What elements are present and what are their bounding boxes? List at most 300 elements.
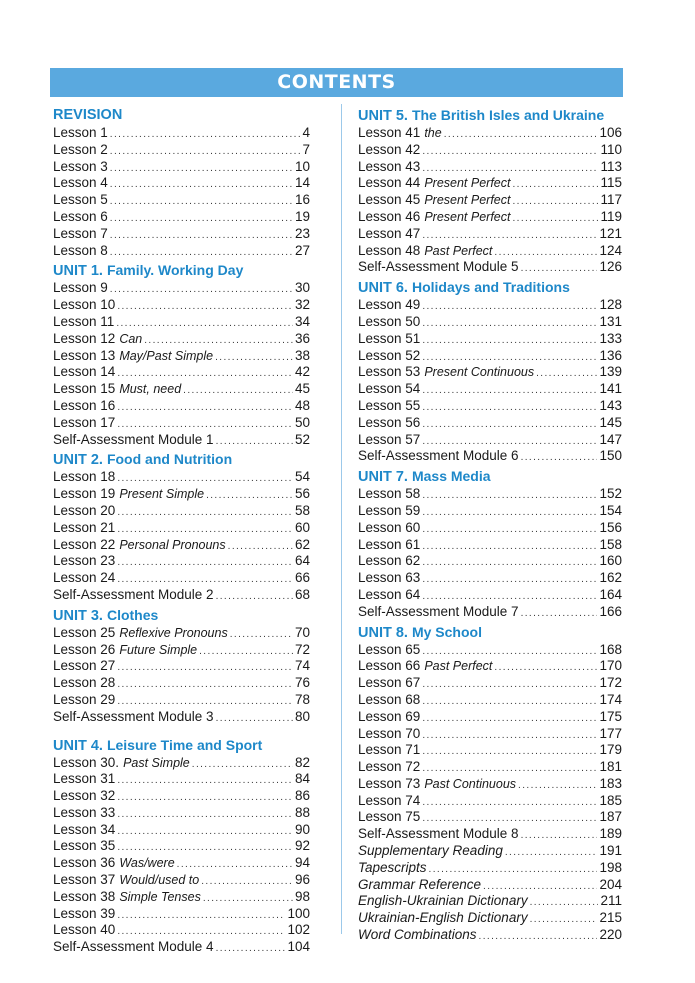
toc-entry[interactable] (358, 658, 622, 675)
entry-label: Lesson 68 (358, 691, 421, 707)
dot-leader (512, 194, 598, 211)
toc-entry[interactable] (358, 893, 622, 910)
entry-label: Lesson 25 (53, 624, 116, 640)
page-number: 58 (294, 502, 310, 518)
entry-label: Lesson 42 (358, 141, 421, 157)
toc-entry[interactable] (53, 159, 310, 176)
toc-entry[interactable] (358, 297, 622, 314)
entry-label: Lesson 47 (358, 225, 421, 241)
entry-label: Lesson 45 (358, 192, 421, 208)
page-number: 82 (294, 754, 310, 770)
dot-leader (521, 606, 598, 623)
page-number: 117 (600, 192, 622, 208)
page-number: 187 (599, 809, 622, 825)
toc-entry[interactable] (358, 910, 622, 927)
entry-label: Lesson 58 (358, 486, 421, 502)
dot-leader (518, 778, 597, 795)
dot-leader (117, 807, 293, 824)
toc-entry[interactable] (358, 448, 622, 465)
page-number: 4 (302, 125, 310, 140)
unit-heading (358, 467, 622, 486)
entry-label: Lesson 44 (358, 175, 421, 191)
dot-leader (201, 874, 293, 891)
page-number: 181 (599, 759, 622, 775)
page-number: 152 (599, 486, 622, 502)
entry-label: Lesson 63 (358, 570, 421, 586)
entry-label: Lesson 16 (53, 397, 116, 413)
dot-leader (110, 245, 293, 262)
entry-label: Self-Assessment Module 6 (358, 448, 519, 464)
entry-label: Lesson 21 (53, 519, 116, 535)
toc-entry[interactable] (358, 826, 622, 843)
unit-number: REVISION (53, 107, 123, 123)
page-number: 185 (599, 792, 622, 808)
toc-entry[interactable] (358, 503, 622, 520)
toc-entry[interactable] (53, 192, 310, 209)
toc-entry[interactable] (358, 364, 622, 381)
toc-entry[interactable] (53, 348, 310, 365)
left-column (53, 104, 310, 956)
toc-entry[interactable] (358, 587, 622, 604)
toc-entry[interactable] (53, 805, 310, 822)
entry-label: Lesson 28 (53, 675, 116, 691)
dot-leader (199, 644, 293, 661)
page-number: 189 (599, 826, 622, 842)
toc-entry[interactable] (53, 243, 310, 260)
toc-entry[interactable] (53, 175, 310, 192)
entry-label: Lesson 50 (358, 313, 421, 329)
toc-entry[interactable] (358, 520, 622, 537)
page-number: 215 (599, 910, 622, 926)
toc-entry[interactable] (53, 906, 310, 923)
entry-label: Lesson 51 (358, 330, 421, 346)
toc-entry[interactable] (53, 922, 310, 939)
contents-banner: CONTENTS (50, 68, 623, 97)
dot-leader (422, 744, 597, 761)
dot-leader (117, 824, 293, 841)
page-number: 14 (294, 175, 310, 191)
dot-leader (422, 555, 597, 572)
page-number: 131 (599, 313, 622, 329)
page-number: 27 (294, 242, 310, 258)
page-number: 191 (599, 843, 622, 859)
page-number: 141 (599, 381, 622, 397)
page-number: 56 (294, 486, 310, 502)
toc-entry[interactable] (358, 209, 622, 226)
dot-leader (422, 488, 597, 505)
toc-entry[interactable] (53, 570, 310, 587)
page-number: 198 (599, 859, 622, 875)
entry-label: Lesson 57 (358, 431, 421, 447)
page-number: 204 (599, 876, 622, 892)
page-number: 183 (599, 775, 622, 791)
page-number: 92 (294, 838, 310, 854)
entry-label: Lesson 26 (53, 641, 116, 657)
entry-label: Ukrainian-English Dictionary (358, 910, 528, 926)
entry-label: Self-Assessment Module 3 (53, 708, 214, 724)
toc-entry[interactable] (53, 642, 310, 659)
unit-heading (358, 623, 622, 642)
toc-entry[interactable] (358, 331, 622, 348)
page-number: 119 (600, 208, 622, 224)
page-number: 78 (294, 691, 310, 707)
toc-entry[interactable] (358, 432, 622, 449)
entry-label: Lesson 34 (53, 821, 116, 837)
toc-entry[interactable] (358, 927, 622, 944)
dot-leader (117, 773, 293, 790)
page-number: 88 (294, 804, 310, 820)
toc-entry[interactable] (53, 872, 310, 889)
grammar-note: Present Perfect (424, 209, 511, 224)
dot-leader (422, 383, 597, 400)
page-number: 211 (600, 893, 622, 909)
entry-label: Lesson 8 (53, 242, 108, 258)
page-number: 76 (294, 675, 310, 691)
dot-leader (216, 711, 293, 728)
unit-heading (53, 606, 310, 625)
toc-entry[interactable] (53, 364, 310, 381)
toc-entry[interactable] (358, 877, 622, 894)
toc-entry[interactable] (53, 625, 310, 642)
entry-label: Lesson 55 (358, 397, 421, 413)
toc-entry[interactable] (358, 604, 622, 621)
toc-entry[interactable] (358, 125, 622, 142)
grammar-note: Present Continuous (424, 365, 535, 380)
entry-label: Word Combinations (358, 927, 477, 943)
dot-leader (216, 434, 293, 451)
unit-title: Family. Working Day (106, 262, 244, 279)
toc-entry[interactable] (358, 226, 622, 243)
unit-title: Clothes (106, 606, 159, 623)
page-number: 60 (294, 519, 310, 535)
toc-entry[interactable] (53, 675, 310, 692)
entry-label: Lesson 64 (358, 586, 421, 602)
toc-entry[interactable] (53, 209, 310, 226)
dot-leader (117, 677, 293, 694)
page-number: 52 (294, 431, 310, 447)
unit-number: UNIT 6. (358, 280, 408, 297)
page-number: 102 (287, 922, 310, 938)
unit-number: UNIT 7. (358, 469, 408, 486)
toc-entry[interactable] (358, 860, 622, 877)
toc-entry[interactable] (358, 809, 622, 826)
entry-label: Lesson 52 (358, 347, 421, 363)
toc-entry[interactable] (53, 142, 310, 159)
page-number: 150 (599, 448, 622, 464)
entry-label: Lesson 59 (358, 502, 421, 518)
unit-heading (53, 450, 310, 469)
entry-label: Lesson 41 (358, 125, 421, 140)
unit-number: UNIT 3. (53, 607, 103, 624)
page-number: 136 (599, 347, 622, 363)
toc-entry[interactable] (53, 520, 310, 537)
unit-number: UNIT 5. (358, 108, 408, 124)
page-number: 98 (294, 888, 310, 904)
toc-entry[interactable] (53, 331, 310, 348)
toc-entry[interactable] (53, 658, 310, 675)
page-number: 72 (294, 641, 310, 657)
page-number: 36 (294, 330, 310, 346)
unit-number: UNIT 4. (53, 737, 103, 754)
right-column (358, 104, 622, 944)
toc-entry[interactable] (358, 726, 622, 743)
toc-entry[interactable] (53, 855, 310, 872)
page-number: 139 (599, 364, 622, 380)
dot-leader (422, 728, 597, 745)
page-number: 48 (294, 397, 310, 413)
toc-entry[interactable] (53, 709, 310, 726)
page-number: 166 (599, 603, 622, 619)
entry-label: Lesson 71 (358, 742, 421, 758)
toc-entry[interactable] (53, 280, 310, 297)
page-number: 42 (294, 364, 310, 380)
entry-label: Lesson 3 (53, 158, 108, 174)
entry-label: Lesson 67 (358, 675, 421, 691)
toc-entry[interactable] (358, 243, 622, 260)
toc-entry[interactable] (53, 822, 310, 839)
entry-label: Lesson 1 (53, 125, 108, 140)
toc-entry[interactable] (358, 415, 622, 432)
unit-number: UNIT 1. (53, 263, 103, 280)
dot-leader (110, 127, 301, 144)
unit-heading (358, 278, 622, 297)
entry-label: Tapescripts (358, 859, 427, 875)
page-number: 175 (599, 708, 622, 724)
grammar-note: the (424, 126, 442, 140)
dot-leader (110, 144, 301, 161)
grammar-note: Past Perfect (424, 243, 493, 258)
page-number: 54 (294, 469, 310, 485)
page-number: 50 (294, 414, 310, 430)
dot-leader (479, 929, 598, 946)
toc-entry[interactable] (53, 432, 310, 449)
toc-entry[interactable] (53, 503, 310, 520)
page-number: 30 (294, 280, 310, 296)
page-number: 133 (599, 330, 622, 346)
page-number: 90 (294, 821, 310, 837)
dot-leader (512, 177, 598, 194)
toc-entry[interactable] (53, 537, 310, 554)
grammar-note: Simple Tenses (119, 889, 201, 904)
dot-leader (422, 144, 598, 161)
toc-entry[interactable] (358, 381, 622, 398)
unit-heading (53, 261, 310, 280)
entry-label: Lesson 40 (53, 922, 116, 938)
toc-entry[interactable] (358, 348, 622, 365)
page-number: 84 (294, 771, 310, 787)
entry-label: Lesson 56 (358, 414, 421, 430)
page-number: 10 (294, 158, 310, 174)
page-number: 154 (599, 502, 622, 518)
toc-entry[interactable] (358, 742, 622, 759)
page-number: 124 (599, 242, 622, 258)
page-number: 68 (294, 586, 310, 602)
dot-leader (422, 333, 597, 350)
toc-entry[interactable] (53, 692, 310, 709)
toc-entry[interactable] (53, 889, 310, 906)
toc-entry[interactable] (358, 398, 622, 415)
toc-entry[interactable] (358, 142, 622, 159)
page-number: 34 (294, 313, 310, 329)
page-number: 16 (294, 192, 310, 208)
dot-leader (117, 400, 293, 417)
toc-entry[interactable] (53, 469, 310, 486)
page-number: 38 (294, 347, 310, 363)
dot-leader (422, 417, 597, 434)
toc-entry[interactable] (358, 314, 622, 331)
toc-entry[interactable] (53, 788, 310, 805)
toc-entry[interactable] (53, 125, 310, 142)
entry-label: Lesson 65 (358, 641, 421, 657)
dot-leader (230, 627, 293, 644)
page-number: 86 (294, 788, 310, 804)
entry-label: Lesson 35 (53, 838, 116, 854)
dot-leader (206, 488, 293, 505)
toc-entry[interactable] (53, 314, 310, 331)
toc-entry[interactable] (358, 843, 622, 860)
entry-label: Lesson 74 (358, 792, 421, 808)
dot-leader (494, 660, 597, 677)
toc-entry[interactable] (358, 692, 622, 709)
toc-entry[interactable] (53, 939, 310, 956)
toc-entry[interactable] (358, 537, 622, 554)
unit-heading (358, 106, 622, 125)
grammar-note: Past Continuous (424, 776, 517, 791)
entry-label: Lesson 13 (53, 347, 116, 363)
entry-label: Lesson 11 (53, 313, 115, 329)
entry-label: Lesson 14 (53, 364, 116, 380)
toc-entry[interactable] (358, 675, 622, 692)
page-number: 164 (599, 586, 622, 602)
page-number: 32 (294, 297, 310, 313)
dot-leader (110, 211, 293, 228)
dot-leader (422, 316, 597, 333)
entry-label: Self-Assessment Module 2 (53, 586, 214, 602)
page-number: 158 (599, 536, 622, 552)
unit-title: The British Isles and Ukraine (411, 107, 605, 123)
entry-label: Lesson 33 (53, 804, 116, 820)
toc-entry[interactable] (53, 587, 310, 604)
page-number: 70 (294, 624, 310, 640)
dot-leader (117, 660, 293, 677)
dot-leader (422, 505, 597, 522)
toc-entry[interactable] (358, 570, 622, 587)
dot-leader (512, 211, 598, 228)
toc-entry[interactable] (53, 415, 310, 432)
toc-entry[interactable] (358, 793, 622, 810)
toc-entry[interactable] (53, 755, 310, 772)
grammar-note: Past Simple (123, 755, 190, 770)
toc-entry[interactable] (358, 776, 622, 793)
entry-label: Lesson 6 (53, 208, 108, 224)
page-number: 174 (599, 691, 622, 707)
dot-leader (521, 261, 598, 278)
toc-entry[interactable] (358, 759, 622, 776)
entry-label: Lesson 39 (53, 905, 116, 921)
entry-label: Lesson 17 (53, 414, 116, 430)
page-number: 100 (287, 905, 310, 921)
toc-entry[interactable] (358, 159, 622, 176)
dot-leader (216, 941, 286, 958)
entry-label: Lesson 49 (358, 297, 421, 313)
dot-leader (422, 539, 597, 556)
entry-label: Lesson 36 (53, 855, 116, 871)
toc-entry[interactable] (53, 297, 310, 314)
toc-entry[interactable] (53, 226, 310, 243)
page-number: 80 (294, 708, 310, 724)
entry-label: Lesson 48 (358, 242, 421, 258)
entry-label: Lesson 22 (53, 536, 116, 552)
toc-entry[interactable] (53, 838, 310, 855)
dot-leader (110, 282, 293, 299)
unit-title: Mass Media (411, 468, 491, 485)
entry-label: Lesson 46 (358, 208, 421, 224)
toc-entry[interactable] (358, 553, 622, 570)
toc-entry[interactable] (358, 175, 622, 192)
entry-label: Lesson 70 (358, 725, 421, 741)
page-number: 62 (294, 536, 310, 552)
entry-label: Lesson 53 (358, 364, 421, 380)
entry-label: Lesson 37 (53, 872, 116, 888)
page-number: 106 (599, 125, 622, 140)
toc-entry[interactable] (358, 486, 622, 503)
toc-entry[interactable] (358, 192, 622, 209)
toc-entry[interactable] (53, 486, 310, 503)
grammar-note: Can (119, 331, 143, 346)
entry-label: Lesson 19 (53, 486, 116, 502)
page-number: 104 (287, 939, 310, 955)
page-number: 220 (599, 927, 622, 943)
page-number: 7 (302, 141, 310, 157)
entry-label: Lesson 29 (53, 691, 116, 707)
dot-leader (530, 912, 598, 929)
entry-label: Lesson 43 (358, 158, 421, 174)
toc-entry[interactable] (358, 709, 622, 726)
dot-leader (183, 383, 293, 400)
page-number: 156 (599, 519, 622, 535)
page-number: 147 (599, 431, 622, 447)
dot-leader (203, 891, 293, 908)
dot-leader (117, 790, 293, 807)
toc-entry[interactable] (358, 642, 622, 659)
grammar-note: Must, need (119, 382, 182, 397)
toc-entry[interactable] (53, 381, 310, 398)
entry-label: Lesson 15 (53, 381, 116, 397)
entry-label: Lesson 66 (358, 658, 421, 674)
toc-entry[interactable] (53, 553, 310, 570)
toc-entry[interactable] (358, 259, 622, 276)
entry-label: Lesson 23 (53, 553, 116, 569)
toc-entry[interactable] (53, 398, 310, 415)
toc-entry[interactable] (53, 771, 310, 788)
entry-label: Lesson 5 (53, 192, 108, 208)
grammar-note: Present Perfect (424, 176, 511, 191)
entry-label: Lesson 9 (53, 280, 108, 296)
grammar-note: May/Past Simple (119, 348, 214, 363)
page-number: 121 (599, 225, 622, 241)
dot-leader (422, 694, 597, 711)
dot-leader (110, 177, 293, 194)
dot-leader (110, 161, 293, 178)
dot-leader (422, 522, 597, 539)
dot-leader (116, 316, 293, 333)
page-number: 145 (599, 414, 622, 430)
page-number: 170 (599, 658, 622, 674)
entry-label: Supplementary Reading (358, 843, 503, 859)
entry-label: Lesson 72 (358, 759, 421, 775)
entry-label: Grammar Reference (358, 876, 482, 892)
entry-label: Self-Assessment Module 1 (53, 431, 214, 447)
